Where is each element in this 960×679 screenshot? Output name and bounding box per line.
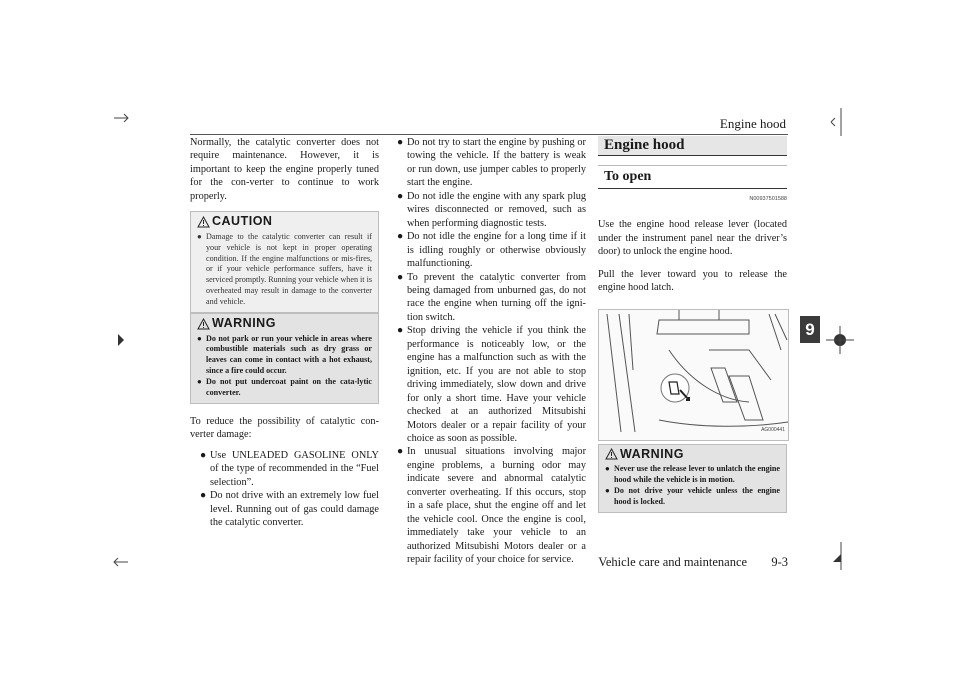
caution-item: ● Damage to the catalytic converter can result if your vehicle is not kept in proper operating condition. If the engine malfunctions or mis-fires, or if your vehicle performance suffers, have it serviced promptly. Running your vehicle when it is overheated may result in damage to the converter and vehicle. <box>197 231 372 307</box>
warning-label: WARNING <box>620 446 684 461</box>
bullet-icon: ● <box>605 464 610 474</box>
bullet-icon: ● <box>197 377 202 387</box>
list-item: ● Do not idle the engine for a long time if it is idling roughly or otherwise obviously malfunctioning. <box>397 231 586 270</box>
open-paragraph-1: Use the engine hood release lever (located under the instrument panel near the driver’s door) to unlock the engine hood. <box>598 219 787 258</box>
warning-header <box>599 445 786 463</box>
warning-triangle-icon <box>197 318 210 330</box>
column-2 <box>397 136 586 567</box>
bullet-icon: ● <box>397 231 404 243</box>
bullet-icon: ● <box>397 190 404 202</box>
page-header-title: Engine hood <box>719 116 786 131</box>
hood-release-illustration <box>599 310 788 440</box>
bullet-icon: ● <box>200 490 207 502</box>
footer-section: Vehicle care and maintenance <box>598 555 748 569</box>
list-item: ● In unusual situations involving major engine problems, a burning odor may indicate severe and abnormal catalytic converter overheating. If this occurs, stop in a safe place, shut the engine off and let the vehicle cool. Once the engine is cool, immediately take your vehicle to an authorized Mitsubishi Motors dealer or a repair facility of your choice for service. <box>397 446 586 566</box>
crop-mark-top-right <box>827 108 857 138</box>
intro-paragraph: Normally, the catalytic converter does not require maintenance. However, it is important to keep the engine properly tuned for the con-verter to continue to work properly. <box>190 137 379 202</box>
list-item: ● Do not try to start the engine by pushing or towing the vehicle. If the battery is weak or run down, use jumper cables to properly start the engine. <box>397 137 586 189</box>
crop-mark-top-left <box>112 108 132 128</box>
reduce-paragraph: To reduce the possibility of catalytic con-verter damage: <box>190 415 379 441</box>
list-item: ● To prevent the catalytic converter from being damaged from unburned gas, do not race the engine when turning off the igni-tion switch. <box>397 271 586 323</box>
warning-box-1 <box>190 313 379 404</box>
caution-box <box>190 211 379 313</box>
bullet-icon: ● <box>397 446 404 458</box>
subsection-title: To open <box>598 165 787 188</box>
bullet-icon: ● <box>197 333 202 343</box>
list-item: ● Stop driving the vehicle if you think the performance is noticeably low, or the engine has a malfunction such as with the ignition, etc. If you are not able to stop driving immediately, slow down and drive for only a short time. Have your vehicle checked at an authorized Mitsubishi Motors dealer or a repair facility of your choice as soon as possible. <box>397 325 586 444</box>
chapter-tab: 9 <box>800 316 820 343</box>
bullet-icon: ● <box>197 231 202 241</box>
warning-item: ● Do not put undercoat paint on the cata-lytic converter. <box>197 377 372 398</box>
page-footer <box>590 555 788 570</box>
warning-label: WARNING <box>212 316 276 331</box>
list-item: ● Use UNLEADED GASOLINE ONLY of the type of recommended in the “Fuel selection”. <box>200 449 379 488</box>
hood-release-figure <box>598 309 789 441</box>
crop-mark-bottom-right <box>827 542 857 572</box>
warning-item: ● Do not drive your vehicle unless the engine hood is locked. <box>605 485 780 506</box>
bullet-icon: ● <box>200 449 207 461</box>
column-1 <box>190 136 379 530</box>
reference-code: N00937501588 <box>749 195 787 202</box>
list-item: ● Do not drive with an extremely low fuel level. Running out of gas could damage the catalytic converter. <box>200 490 379 529</box>
crop-mark-bottom-left <box>112 552 132 572</box>
crop-mark-mid-right <box>826 326 856 356</box>
bullet-icon: ● <box>397 325 404 337</box>
bullet-icon: ● <box>397 137 404 148</box>
warning-triangle-icon <box>605 448 618 460</box>
warning-triangle-icon <box>197 216 210 228</box>
warning-box-2 <box>598 444 787 513</box>
list-item: ● Do not idle the engine with any spark plug wires disconnected or removed, such as when performing diagnostic tests. <box>397 190 586 229</box>
warning-item: ● Never use the release lever to unlatch the engine hood while the vehicle is in motion. <box>605 464 780 484</box>
crop-mark-mid-left <box>112 330 132 350</box>
section-title: Engine hood <box>598 136 787 156</box>
open-paragraph-2: Pull the lever toward you to release the engine hood latch. <box>598 268 787 294</box>
column-3 <box>598 136 787 513</box>
warning-item: ● Do not park or run your vehicle in areas where combustible materials such as dry grass or leaves can come in contact with a hot exhaust, since a fire could occur. <box>197 333 372 376</box>
bullet-icon: ● <box>397 271 404 283</box>
bullet-icon: ● <box>605 485 610 495</box>
warning-header <box>191 314 378 332</box>
header-rule <box>190 134 788 135</box>
caution-label: CAUTION <box>212 214 273 229</box>
figure-code: AG000441 <box>761 427 785 434</box>
footer-page-number: 9-3 <box>771 555 788 569</box>
caution-header <box>191 212 378 230</box>
